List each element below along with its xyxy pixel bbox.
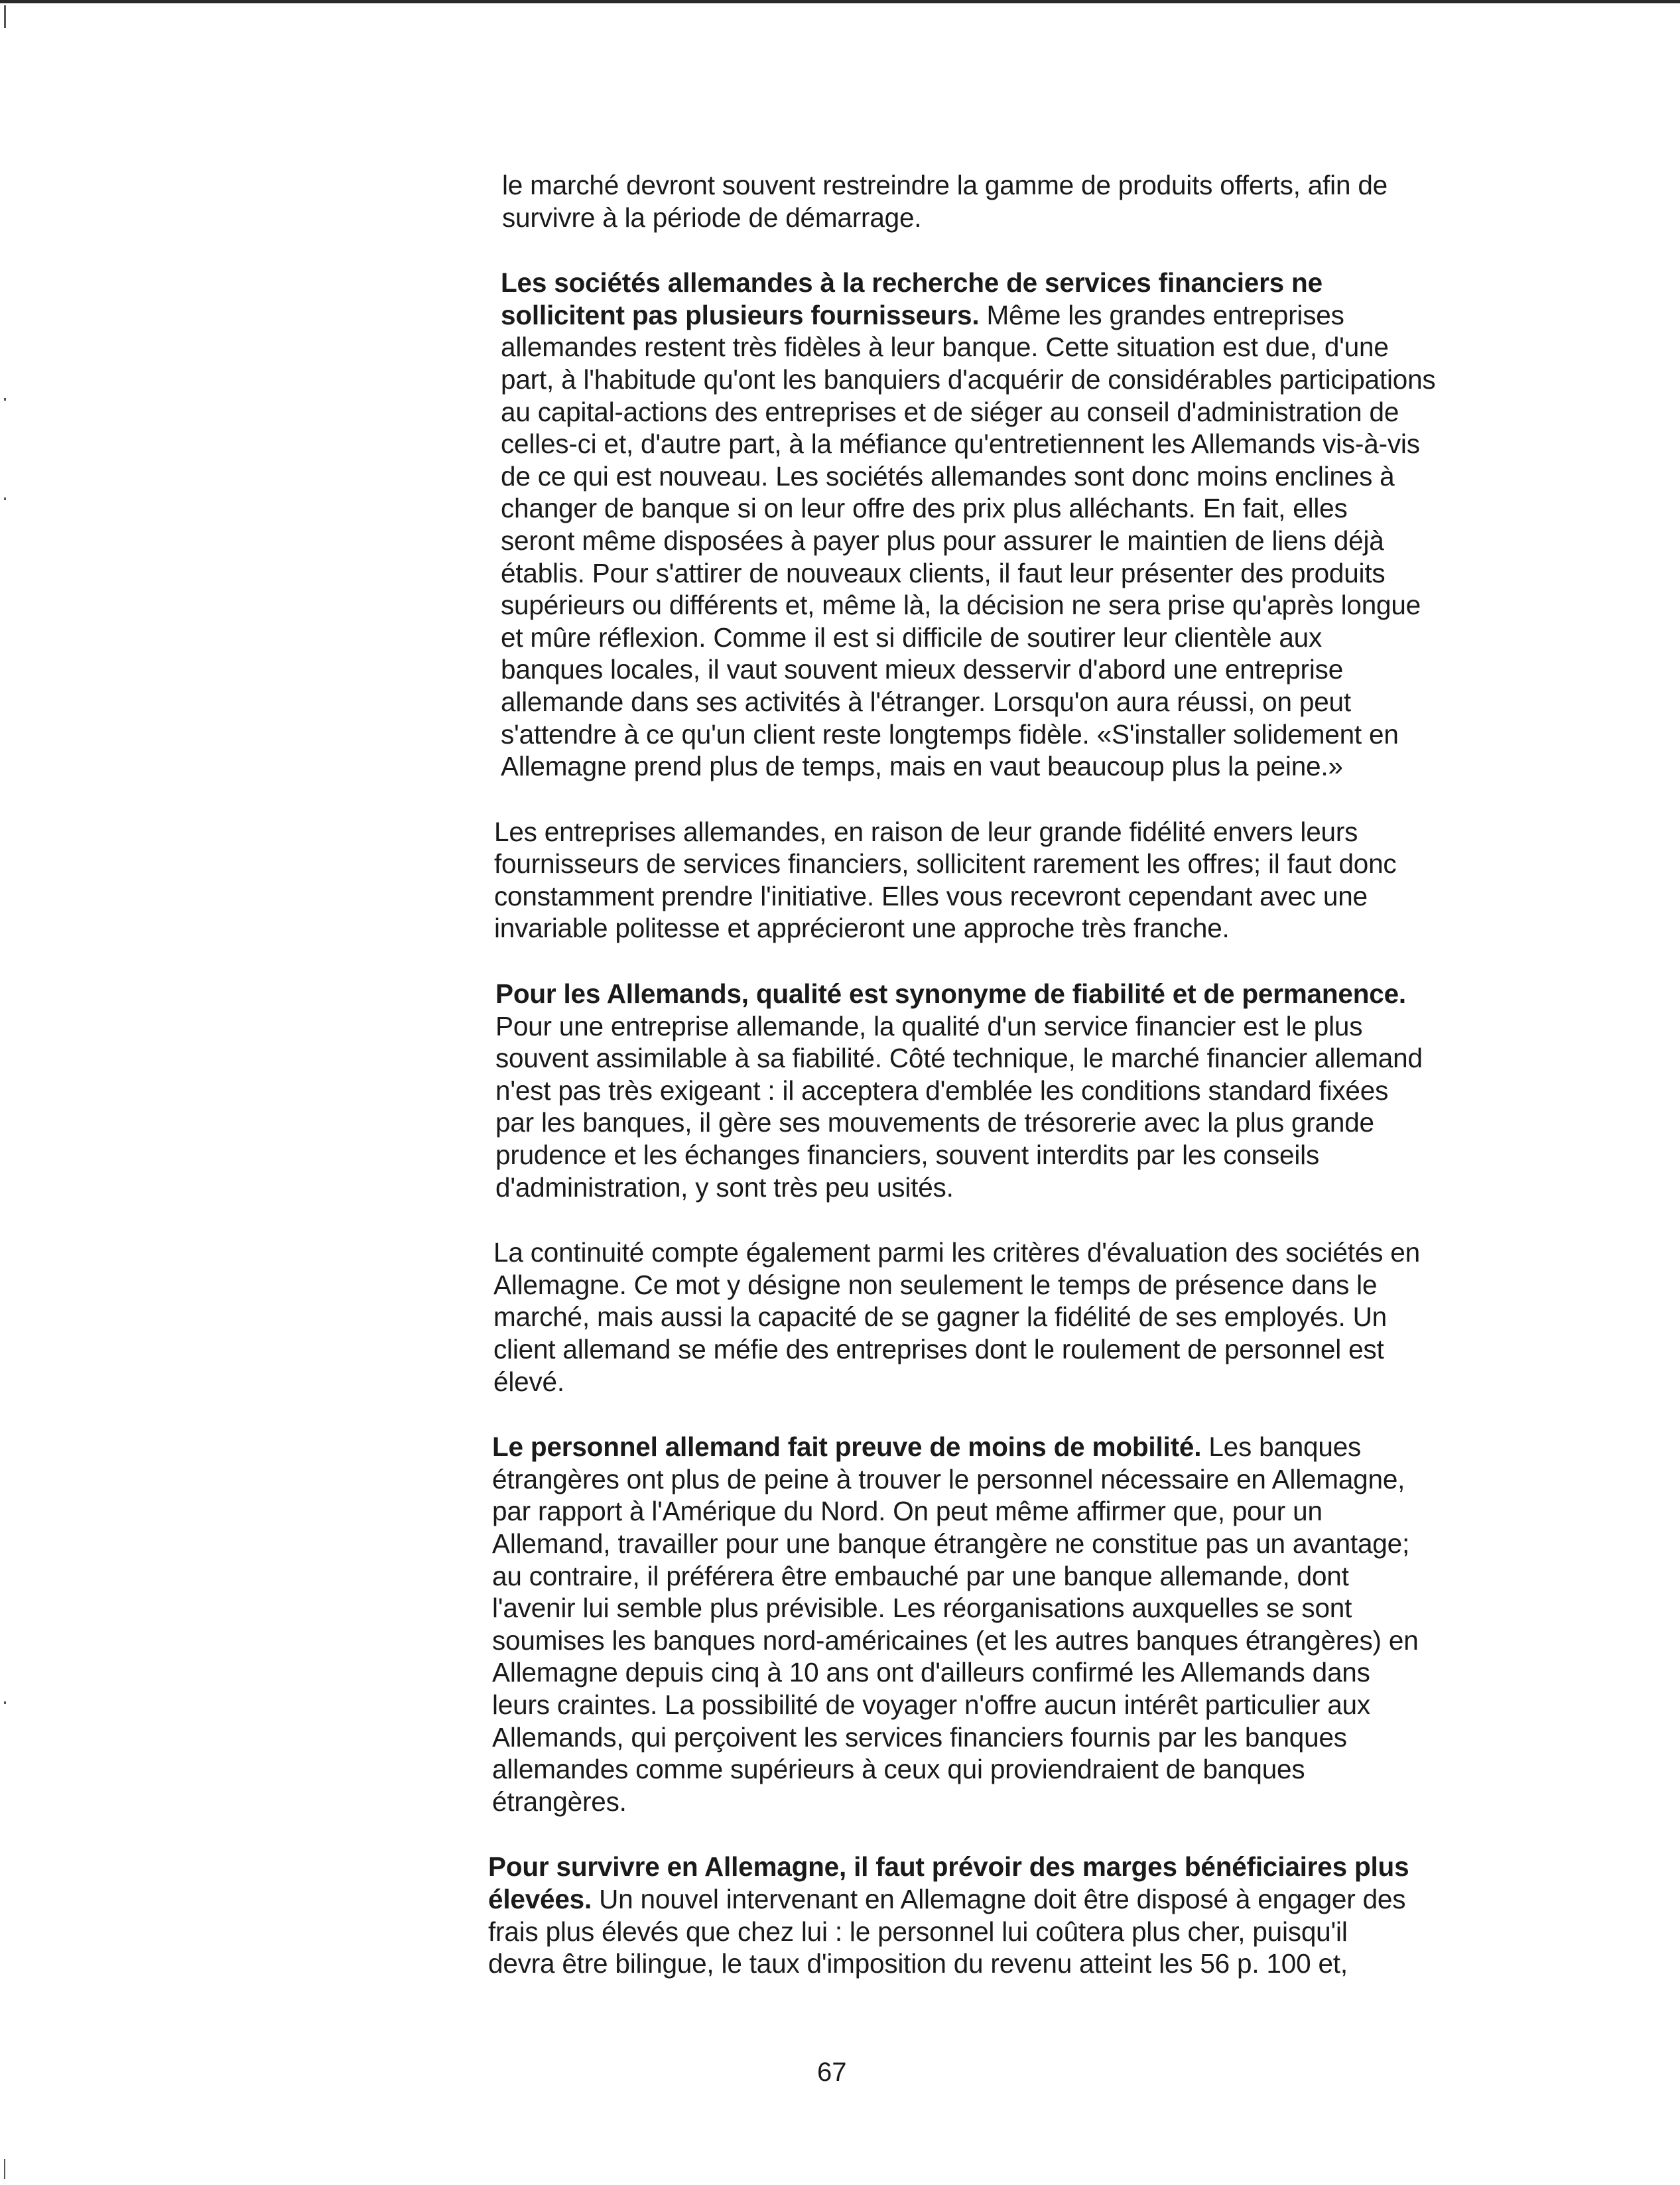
paragraph bbox=[495, 978, 1482, 1203]
paragraph-heading: Les sociétés allemandes à la recherche de services financiers ne sollicitent pas plusieurs fournisseurs. bbox=[501, 267, 1323, 330]
paragraph bbox=[488, 1851, 1482, 1979]
scan-edge-mark bbox=[4, 5, 6, 28]
paragraph bbox=[494, 816, 1482, 945]
paragraph bbox=[493, 1236, 1482, 1398]
paragraph bbox=[492, 1431, 1482, 1818]
paragraph-heading: Pour les Allemands, qualité est synonyme de fiabilité et de permanence. bbox=[495, 978, 1406, 1010]
paragraph bbox=[501, 267, 1482, 783]
paragraph-text: Pour une entreprise allemande, la qualité d'un service financier est le plus souvent assimilable à sa fiabilité. Côté technique, le marché financier allemand n'est pas très exigeant : il acceptera d'emblée les conditions standard fixées par les banques, il gère ses mouvements de trésorerie avec la plus grande prudence et les échanges financiers, souvent interdits par les conseils d'administration, y sont très peu usités. bbox=[495, 1010, 1423, 1203]
paragraph-text: La continuité compte également parmi les critères d'évaluation des sociétés en Allemagne. Ce mot y désigne non seulement le temps de présence dans le marché, mais aussi la capacité de se gagner la fidélité de ses employés. Un client allemand se méfie des entreprises dont le roulement de personnel est élevé. bbox=[493, 1237, 1420, 1397]
scan-edge-mark bbox=[4, 398, 6, 401]
scan-top-rule bbox=[0, 0, 1680, 3]
scan-edge-mark bbox=[4, 1701, 6, 1704]
paragraph-text: le marché devront souvent restreindre la gamme de produits offerts, afin de survivre à la période de démarrage. bbox=[502, 170, 1388, 233]
scan-edge-mark bbox=[4, 2159, 5, 2179]
page-number: 67 bbox=[817, 2058, 847, 2087]
document-body bbox=[488, 169, 1482, 2013]
paragraph-text: Les entreprises allemandes, en raison de leur grande fidélité envers leurs fournisseurs de services financiers, sollicitent rarement les offres; il faut donc constamment prendre l'initiative. Elles vous recevront cependant avec une invariable politesse et apprécieront une approche très franche. bbox=[494, 816, 1397, 944]
scan-edge-mark bbox=[4, 497, 6, 500]
paragraph-heading: Le personnel allemand fait preuve de moins de mobilité. bbox=[492, 1431, 1202, 1463]
paragraph-text: Les banques étrangères ont plus de peine à trouver le personnel nécessaire en Allemagne, par rapport à l'Amérique du Nord. On peut même affirmer que, pour un Allemand, travailler pour une banque étrangère ne constitue pas un avantage; au contraire, il préférera être embauché par une banque allemande, dont l'avenir lui semble plus prévisible. Les réorganisations auxquelles se sont soumises les banques nord-américaines (et les autres banques étrangères) en Allemagne depuis cinq à 10 ans ont d'ailleurs confirmé les Allemands dans leurs craintes. La possibilité de voyager n'offre aucun intérêt particulier aux Allemands, qui perçoivent les services financiers fournis par les banques allemandes comme supérieurs à ceux qui proviendraient de banques étrangères. bbox=[492, 1431, 1419, 1817]
paragraph bbox=[502, 169, 1482, 233]
paragraph-heading: Pour survivre en Allemagne, il faut prévoir des marges bénéficiaires plus élevées. bbox=[488, 1851, 1409, 1914]
paragraph-text: Un nouvel intervenant en Allemagne doit être disposé à engager des frais plus élevés que chez lui : le personnel lui coûtera plus cher, puisqu'il devra être bilingue, le taux d'imposition du revenu atteint les 56 p. 100 et, bbox=[488, 1883, 1406, 1979]
paragraph-text: Même les grandes entreprises allemandes restent très fidèles à leur banque. Cette situation est due, d'une part, à l'habitude qu'ont les banquiers d'acquérir de considérables participations au capital-actions des entreprises et de siéger au conseil d'administration de celles-ci et, d'autre part, à la méfiance qu'entretiennent les Allemands vis-à-vis de ce qui est nouveau. Les sociétés allemandes sont donc moins enclines à changer de banque si on leur offre des prix plus alléchants. En fait, elles seront même disposées à payer plus pour assurer le maintien de liens déjà établis. Pour s'attirer de nouveaux clients, il faut leur présenter des produits supérieurs ou différents et, même là, la décision ne sera prise qu'après longue et mûre réflexion. Comme il est si difficile de soutirer leur clientèle aux banques locales, il vaut souvent mieux desservir d'abord une entreprise allemande dans ses activités à l'étranger. Lorsqu'on aura réussi, on peut s'attendre à ce qu'un client reste longtemps fidèle. «S'installer solidement en Allemagne prend plus de temps, mais en vaut beaucoup plus la peine.» bbox=[501, 299, 1436, 782]
